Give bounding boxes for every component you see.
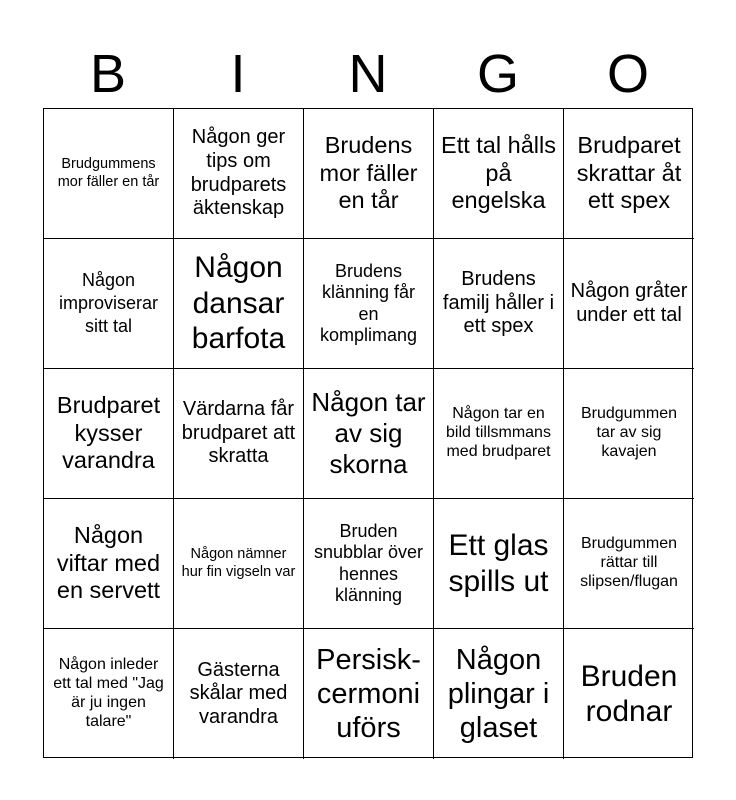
bingo-cell: Brudens familj håller i ett spex	[434, 239, 564, 369]
bingo-header	[43, 40, 693, 108]
bingo-cell: Någon tar av sig skorna	[304, 369, 434, 499]
bingo-cell: Gästerna skålar med varandra	[174, 629, 304, 759]
bingo-cell: Brudparet skrattar åt ett spex	[564, 109, 694, 239]
header-letter-o: O	[606, 44, 649, 104]
bingo-cell: Någon improviserar sitt tal	[44, 239, 174, 369]
bingo-cell: Brudparet kysser varandra	[44, 369, 174, 499]
bingo-cell: Någon viftar med en servett	[44, 499, 174, 629]
bingo-cell: Brudens klänning får en komplimang	[304, 239, 434, 369]
bingo-cell: Någon dansar barfota	[174, 239, 304, 369]
bingo-cell: Någon plingar i glaset	[434, 629, 564, 759]
header-letter-g: G	[476, 44, 519, 104]
bingo-cell: Ett tal hålls på engelska	[434, 109, 564, 239]
bingo-cell: Någon ger tips om brudparets äktenskap	[174, 109, 304, 239]
bingo-cell: Bruden rodnar	[580, 659, 678, 728]
bingo-cell: Någon tar en bild tillsmmans med brudparet	[434, 369, 564, 499]
bingo-cell: Brudgummen tar av sig kavajen	[564, 369, 694, 499]
bingo-cell: Persisk-cermoni uförs	[304, 629, 434, 759]
bingo-cell: Bruden snubblar över hennes klänning	[304, 499, 434, 629]
bingo-cell: Brudens mor fäller en tår	[304, 109, 434, 239]
header-letter-n: N	[348, 44, 388, 104]
bingo-cell: Någon gråter under ett tal	[564, 239, 694, 369]
header-letter-i: I	[230, 44, 246, 104]
bingo-cell: Värdarna får brudparet att skratta	[174, 369, 304, 499]
bingo-cell: Någon inleder ett tal med "Jag är ju ingen talare"	[44, 629, 174, 759]
bingo-cell: Någon nämner hur fin vigseln var	[174, 499, 304, 629]
bingo-cell: Brudgummen rättar till slipsen/flugan	[564, 499, 694, 629]
bingo-cell: Ett glas spills ut	[434, 499, 564, 629]
bingo-cell: Brudgummens mor fäller en tår	[44, 109, 174, 239]
bingo-card	[43, 108, 693, 758]
header-letter-b: B	[89, 44, 127, 104]
